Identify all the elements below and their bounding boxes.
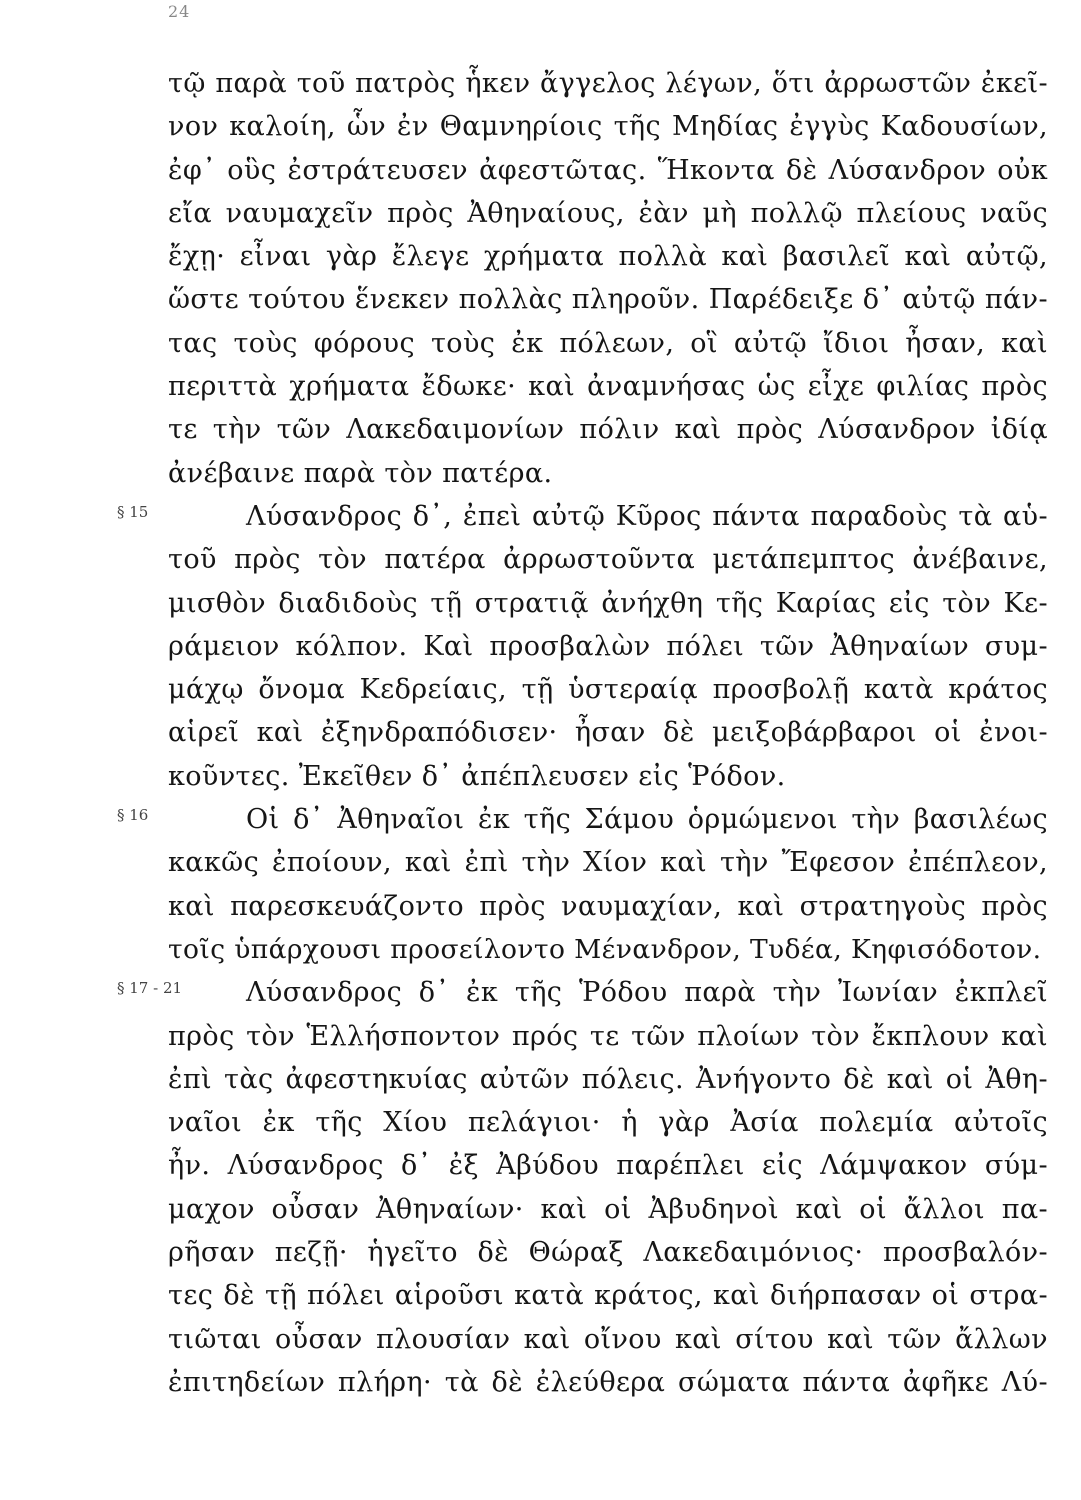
text-line: ὥστε τούτου ἕνεκεν πολλὰς πληροῦν. Παρέδειξε δ᾽ αὐτῷ πάν-: [168, 284, 1048, 316]
text-line: ἀνέβαινε παρὰ τὸν πατέρα.: [168, 457, 553, 489]
text-line: νον καλοίη, ὧν ἐν Θαμνηρίοις τῆς Μηδίας ἐγγὺς Καδουσίων,: [168, 111, 1048, 143]
text-line: τας τοὺς φόρους τοὺς ἐκ πόλεων, οἳ αὐτῷ ἴδιοι ἦσαν, καὶ: [168, 327, 1048, 359]
text-line: ράμειον κόλπον. Καὶ προσβαλὼν πόλει τῶν Ἀθηναίων συμ-: [168, 630, 1048, 662]
text-line: μισθὸν διαδιδοὺς τῇ στρατιᾷ ἀνήχθη τῆς Καρίας εἰς τὸν Κε-: [168, 587, 1048, 619]
text-line: περιττὰ χρήματα ἔδωκε· καὶ ἀναμνήσας ὡς εἶχε φιλίας πρὸς: [168, 371, 1048, 403]
text-line: τοῖς ὑπάρχουσι προσείλοντο Μένανδρον, Τυδέα, Κηφισόδοτον.: [168, 933, 1042, 965]
text-line: ἐπὶ τὰς ἀφεστηκυίας αὐτῶν πόλεις. Ἀνήγοντο δὲ καὶ οἱ Ἀθη-: [168, 1063, 1048, 1095]
paragraph-first-line: Λύσανδρος δ᾽, ἐπεὶ αὐτῷ Κῦρος πάντα παραδοὺς τὰ αὑ-: [246, 500, 1048, 532]
text-line: καὶ παρεσκευάζοντο πρὸς ναυμαχίαν, καὶ στρατηγοὺς πρὸς: [168, 890, 1048, 922]
paragraph-first-line: Λύσανδρος δ᾽ ἐκ τῆς Ῥόδου παρὰ τὴν Ἰωνίαν ἐκπλεῖ: [246, 977, 1048, 1009]
body-text: [168, 62, 1048, 1404]
text-line: αἱρεῖ καὶ ἐξηνδραπόδισεν· ἦσαν δὲ μειξοβάρβαροι οἱ ἐνοι-: [168, 717, 1048, 749]
text-line: ναῖοι ἐκ τῆς Χίου πελάγιοι· ἡ γὰρ Ἀσία πολεμία αὐτοῖς: [168, 1107, 1048, 1139]
text-line: τες δὲ τῇ πόλει αἱροῦσι κατὰ κράτος, καὶ διήρπασαν οἱ στρα-: [168, 1280, 1048, 1312]
text-line: μάχῳ ὄνομα Κεδρείαις, τῇ ὑστεραίᾳ προσβολῇ κατὰ κράτος: [168, 674, 1048, 706]
section-marker-16: § 16: [117, 806, 149, 824]
text-line: τῷ παρὰ τοῦ πατρὸς ἧκεν ἄγγελος λέγων, ὅτι ἀρρωστῶν ἐκεῖ-: [168, 68, 1048, 99]
text-line: τε τὴν τῶν Λακεδαιμονίων πόλιν καὶ πρὸς Λύσανδρον ἰδίᾳ: [168, 414, 1048, 446]
section-marker-15: § 15: [117, 503, 149, 521]
text-line: εἴα ναυμαχεῖν πρὸς Ἀθηναίους, ἐὰν μὴ πολλῷ πλείους ναῦς: [168, 197, 1048, 229]
text-line: τιῶται οὖσαν πλουσίαν καὶ οἴνου καὶ σίτου καὶ τῶν ἄλλων: [168, 1323, 1048, 1355]
text-line: ἦν. Λύσανδρος δ᾽ ἐξ Ἀβύδου παρέπλει εἰς Λάμψακον σύμ-: [168, 1150, 1048, 1182]
paragraph-first-line: Οἱ δ᾽ Ἀθηναῖοι ἐκ τῆς Σάμου ὁρμώμενοι τὴν βασιλέως: [246, 804, 1048, 836]
text-line: τοῦ πρὸς τὸν πατέρα ἀρρωστοῦντα μετάπεμπτος ἀνέβαινε,: [168, 544, 1048, 576]
page-number: 24: [168, 2, 191, 21]
text-line: κακῶς ἐποίουν, καὶ ἐπὶ τὴν Χίον καὶ τὴν Ἔφεσον ἐπέπλεον,: [168, 847, 1048, 879]
section-marker-17-21: § 17 - 21: [117, 979, 183, 997]
text-line: ἔχῃ· εἶναι γὰρ ἔλεγε χρήματα πολλὰ καὶ βασιλεῖ καὶ αὐτῷ,: [168, 241, 1048, 273]
text-line: ἐπιτηδείων πλήρη· τὰ δὲ ἐλεύθερα σώματα πάντα ἀφῆκε Λύ-: [168, 1366, 1048, 1398]
text-line: ρῆσαν πεζῇ· ἡγεῖτο δὲ Θώραξ Λακεδαιμόνιος· προσβαλόν-: [168, 1237, 1048, 1269]
text-line: μαχον οὖσαν Ἀθηναίων· καὶ οἱ Ἀβυδηνοὶ καὶ οἱ ἄλλοι πα-: [168, 1193, 1048, 1225]
text-line: πρὸς τὸν Ἑλλήσποντον πρός τε τῶν πλοίων τὸν ἔκπλουν καὶ: [168, 1020, 1048, 1052]
text-line: ἐφ᾽ οὓς ἐστράτευσεν ἀφεστῶτας. Ἥκοντα δὲ Λύσανδρον οὐκ: [168, 154, 1048, 186]
text-line: κοῦντες. Ἐκεῖθεν δ᾽ ἀπέπλευσεν εἰς Ῥόδον.: [168, 760, 786, 792]
